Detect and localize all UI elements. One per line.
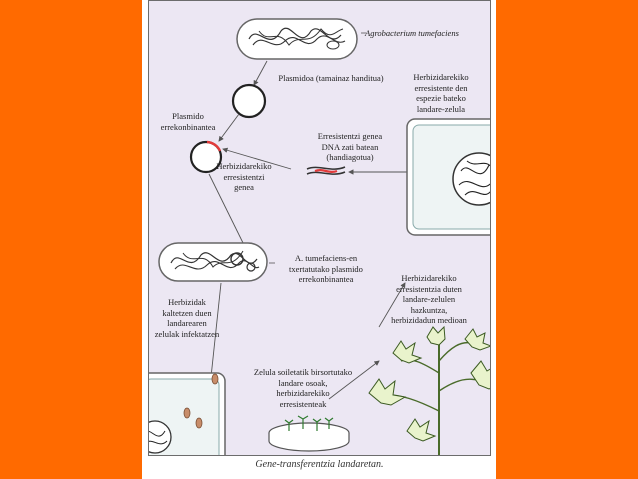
dna-fragment xyxy=(307,167,345,174)
infected-plant-cells xyxy=(149,373,225,456)
regenerated-plant xyxy=(369,327,491,456)
plasmid-circle xyxy=(233,85,265,117)
label-cell-growth-medium: Herbizidarekiko erresistentzia duten landare-zelulen hazkuntza, herbizidadun medioan xyxy=(391,273,467,325)
label-agrobacterium: Agrobacterium tumefaciens xyxy=(365,28,459,38)
figure-caption: Gene-transferentzia landaretan. xyxy=(255,459,384,470)
agrobacterium-recombinant-cell xyxy=(159,243,267,281)
gene-transfer-figure xyxy=(148,0,491,456)
label-infecting-cells: Herbizidak kaltetzen duen landarearen zelulak infektatzen xyxy=(154,297,220,339)
label-plasmidoa: Plasmidoa (tamainaz handitua) xyxy=(278,73,384,83)
agrobacterium-cell xyxy=(237,19,357,59)
label-resistant-species-cell: Herbizidarekiko erresistente den espezie bateko landare-zelula xyxy=(413,72,469,114)
label-resistance-gene: Herbizidarekiko erresistentzi genea xyxy=(216,161,272,192)
petri-dish xyxy=(269,416,349,451)
label-resistance-gene-dna: Erresistentzi genea DNA zati batean (handiagotua) xyxy=(317,131,383,162)
plant-cell-resistant xyxy=(407,119,491,235)
label-recombinant-plasmid: Plasmido errekonbinantea xyxy=(160,111,216,132)
label-inserted-plasmid: A. tumefaciens-en txertatutako plasmido errekonbinantea xyxy=(289,253,363,284)
label-regenerated-plants: Zelula soiletatik birsortutako landare osoak, herbizidarekiko erresistenteak xyxy=(253,367,353,409)
